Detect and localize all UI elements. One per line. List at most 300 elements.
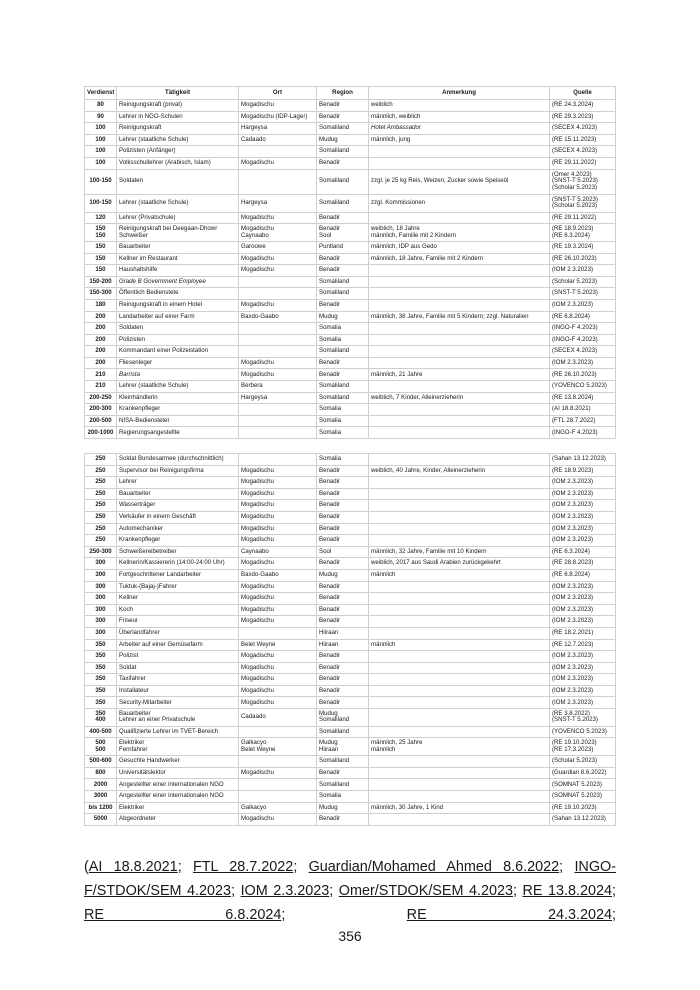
cell-region: Benadir xyxy=(317,651,369,663)
cell-taetigkeit: Reinigungskraft in einem Hotel xyxy=(117,299,239,311)
cell-quelle: (IOM 2.3.2023) xyxy=(550,488,616,500)
cell-ort xyxy=(239,627,317,639)
cell-verdienst: 300 xyxy=(85,627,117,639)
cell-taetigkeit: Elektriker xyxy=(117,802,239,814)
cell-verdienst: 300 xyxy=(85,593,117,605)
cell-region: Somaliland xyxy=(317,169,369,194)
cell-ort: Mogadischu Caynaabo xyxy=(239,224,317,242)
cell-taetigkeit: Krankenpfleger xyxy=(117,404,239,416)
cell-anmerkung xyxy=(369,415,550,427)
cell-taetigkeit: Soldaten xyxy=(117,169,239,194)
cell-ort: Belet Weyne xyxy=(239,639,317,651)
cell-anmerkung xyxy=(369,726,550,738)
cell-taetigkeit: Lehrer (staatliche Schule) xyxy=(117,134,239,146)
cell-verdienst: 150 150 xyxy=(85,224,117,242)
cell-quelle: (INGO-F 4.2023) xyxy=(550,427,616,439)
cell-ort: Mogadischu xyxy=(239,465,317,477)
table-row xyxy=(85,523,616,535)
cell-ort: Mogadischu xyxy=(239,369,317,381)
table-row xyxy=(85,814,616,826)
cell-quelle: (YOVENCO 5.2023) xyxy=(550,726,616,738)
table-row xyxy=(85,627,616,639)
cell-verdienst: 250 xyxy=(85,488,117,500)
cell-taetigkeit: Security-Mitarbeiter xyxy=(117,697,239,709)
cell-ort xyxy=(239,415,317,427)
earnings-table-2 xyxy=(84,453,616,826)
footer-separator: ; xyxy=(559,859,575,875)
cell-taetigkeit: Haushaltshilfe xyxy=(117,265,239,277)
table-row xyxy=(85,511,616,523)
cell-quelle: (IOM 2.3.2023) xyxy=(550,662,616,674)
cell-ort: Mogadischu xyxy=(239,299,317,311)
cell-anmerkung xyxy=(369,146,550,158)
cell-quelle: (AI 18.8.2021) xyxy=(550,404,616,416)
table-row xyxy=(85,427,616,439)
cell-ort xyxy=(239,756,317,768)
cell-anmerkung xyxy=(369,500,550,512)
table-row xyxy=(85,212,616,224)
cell-taetigkeit: Polizisten xyxy=(117,334,239,346)
cell-quelle: (IOM 2.3.2023) xyxy=(550,581,616,593)
table-row xyxy=(85,146,616,158)
cell-quelle: (SECEX 4.2023) xyxy=(550,146,616,158)
cell-anmerkung: männlich, IDP aus Gedo xyxy=(369,241,550,253)
cell-verdienst: 800 xyxy=(85,767,117,779)
table-row xyxy=(85,465,616,477)
cell-region: Somalia xyxy=(317,404,369,416)
cell-ort xyxy=(239,726,317,738)
cell-verdienst: 250 xyxy=(85,535,117,547)
cell-ort xyxy=(239,427,317,439)
cell-taetigkeit: Koch xyxy=(117,604,239,616)
cell-taetigkeit: Angestellter einer internationalen NGO xyxy=(117,791,239,803)
cell-ort: Galkacyo xyxy=(239,802,317,814)
earnings-table-1 xyxy=(84,86,616,439)
cell-quelle: (IOM 2.3.2023) xyxy=(550,593,616,605)
cell-region: Benadir xyxy=(317,662,369,674)
footer-open-paren: ( xyxy=(84,859,89,875)
cell-ort: Mogadischu xyxy=(239,357,317,369)
cell-anmerkung: männlich, 18 Jahre, Familie mit 2 Kindern xyxy=(369,253,550,265)
cell-verdienst: 100 xyxy=(85,146,117,158)
cell-region: Benadir xyxy=(317,465,369,477)
cell-taetigkeit: Wasserträger xyxy=(117,500,239,512)
cell-ort: Mogadischu xyxy=(239,593,317,605)
cell-quelle: (RE 24.3.2024) xyxy=(550,100,616,112)
cell-quelle: (RE 29.11.2022) xyxy=(550,157,616,169)
table-row xyxy=(85,558,616,570)
cell-quelle: (RE 19.10.2023) (RE 17.3.2023) xyxy=(550,738,616,756)
cell-verdienst: 100 xyxy=(85,157,117,169)
cell-quelle: (RE 26.10.2023) xyxy=(550,253,616,265)
col-header-anmerkung: Anmerkung xyxy=(369,87,550,100)
cell-anmerkung xyxy=(369,357,550,369)
cell-taetigkeit: Fliesenleger xyxy=(117,357,239,369)
table-row xyxy=(85,756,616,768)
cell-region: Benadir xyxy=(317,111,369,123)
table-row xyxy=(85,604,616,616)
cell-anmerkung xyxy=(369,299,550,311)
cell-ort xyxy=(239,146,317,158)
table-row xyxy=(85,415,616,427)
cell-taetigkeit: Tuktuk-(Bajaj-)Fahrer xyxy=(117,581,239,593)
cell-quelle: (Sahan 13.12.2023) xyxy=(550,814,616,826)
cell-taetigkeit: Angestellter einer internationalen NGO xyxy=(117,779,239,791)
cell-region: Benadir xyxy=(317,299,369,311)
cell-anmerkung: zzgl. je 25 kg Reis, Weizen, Zucker sowie Speiseöl xyxy=(369,169,550,194)
table-row xyxy=(85,779,616,791)
cell-region: Benadir xyxy=(317,157,369,169)
cell-verdienst: 200 xyxy=(85,357,117,369)
cell-anmerkung: weiblich, 2017 aus Saudi Arabien zurückgekehrt xyxy=(369,558,550,570)
cell-verdienst: 250 xyxy=(85,523,117,535)
cell-taetigkeit: Elektriker Fernfahrer xyxy=(117,738,239,756)
cell-verdienst: 180 xyxy=(85,299,117,311)
cell-anmerkung: weiblich, 18 Jahre männlich, Familie mit 2 Kindern xyxy=(369,224,550,242)
cell-quelle: (IOM 2.3.2023) xyxy=(550,500,616,512)
cell-taetigkeit: Soldaten xyxy=(117,323,239,335)
cell-ort: Mogadischu xyxy=(239,511,317,523)
col-header-ort: Ort xyxy=(239,87,317,100)
footer-separator: ; xyxy=(281,907,407,923)
cell-verdienst: 250 xyxy=(85,511,117,523)
footer-reference-link[interactable]: Omer/STDOK/SEM 4.2023 xyxy=(338,883,514,899)
cell-taetigkeit: Schweißereibetreiber xyxy=(117,546,239,558)
cell-anmerkung xyxy=(369,662,550,674)
cell-anmerkung xyxy=(369,288,550,300)
cell-anmerkung xyxy=(369,593,550,605)
table-row xyxy=(85,802,616,814)
cell-region: Somaliland xyxy=(317,194,369,212)
cell-verdienst: bis 1200 xyxy=(85,802,117,814)
footer-reference-link[interactable]: FTL 28.7.2022 xyxy=(192,859,294,875)
cell-anmerkung: männlich, 21 Jahre xyxy=(369,369,550,381)
cell-taetigkeit: Soldat xyxy=(117,662,239,674)
cell-verdienst: 350 xyxy=(85,685,117,697)
cell-verdienst: 250 xyxy=(85,500,117,512)
cell-taetigkeit: Lehrer in NGO-Schulen xyxy=(117,111,239,123)
cell-ort xyxy=(239,323,317,335)
table-row xyxy=(85,546,616,558)
table-row xyxy=(85,311,616,323)
cell-quelle: (IOM 2.3.2023) xyxy=(550,535,616,547)
cell-verdienst: 300 xyxy=(85,604,117,616)
cell-ort: Mogadischu xyxy=(239,662,317,674)
table-row xyxy=(85,662,616,674)
footer-reference-link[interactable]: RE 6.8.2024 xyxy=(84,907,282,923)
table-row xyxy=(85,639,616,651)
cell-ort: Mogadischu xyxy=(239,100,317,112)
cell-quelle: (RE 12.7.2023) xyxy=(550,639,616,651)
cell-verdienst: 350 xyxy=(85,674,117,686)
cell-quelle: (RE 18.9.2023) xyxy=(550,465,616,477)
cell-verdienst: 150-300 xyxy=(85,288,117,300)
cell-region: Somalia xyxy=(317,323,369,335)
cell-anmerkung xyxy=(369,346,550,358)
cell-quelle: (IOM 2.3.2023) xyxy=(550,616,616,628)
cell-region: Benadir xyxy=(317,767,369,779)
cell-taetigkeit: Kellner xyxy=(117,593,239,605)
cell-taetigkeit: Polizist xyxy=(117,651,239,663)
cell-taetigkeit: Kellnerin/Kassiererin (14:00-24:00 Uhr) xyxy=(117,558,239,570)
cell-quelle: (IOM 2.3.2023) xyxy=(550,265,616,277)
cell-verdienst: 300 xyxy=(85,616,117,628)
footer-reference-link[interactable]: INGO-F/STDOK/SEM 4.2023 xyxy=(84,859,617,899)
cell-taetigkeit: Reinigungskraft (privat) xyxy=(117,100,239,112)
table-row xyxy=(85,265,616,277)
cell-anmerkung xyxy=(369,535,550,547)
cell-region: Benadir xyxy=(317,814,369,826)
cell-region: Somaliland xyxy=(317,779,369,791)
cell-anmerkung: männlich xyxy=(369,569,550,581)
footer-separator: ; xyxy=(612,883,617,899)
cell-anmerkung: männlich, 38 Jahre, Familie mit 5 Kindern; zzgl. Naturalien xyxy=(369,311,550,323)
cell-ort: Mogadischu xyxy=(239,500,317,512)
cell-region: Puntland xyxy=(317,241,369,253)
cell-anmerkung xyxy=(369,276,550,288)
cell-verdienst: 150-200 xyxy=(85,276,117,288)
cell-quelle: (IOM 2.3.2023) xyxy=(550,511,616,523)
cell-region: Benadir xyxy=(317,369,369,381)
cell-ort: Mogadischu xyxy=(239,697,317,709)
cell-region: Somalia xyxy=(317,791,369,803)
footer-reference-link[interactable]: IOM 2.3.2023 xyxy=(240,883,330,899)
cell-verdienst: 250 xyxy=(85,454,117,466)
cell-taetigkeit: Bauarbeiter Lehrer an einer Privatschule xyxy=(117,709,239,727)
cell-anmerkung xyxy=(369,685,550,697)
cell-region: Benadir xyxy=(317,616,369,628)
cell-quelle: (IOM 2.3.2023) xyxy=(550,357,616,369)
cell-quelle: (RE 18.2.2021) xyxy=(550,627,616,639)
cell-ort: Mogadischu xyxy=(239,581,317,593)
cell-quelle: (IOM 2.3.2023) xyxy=(550,685,616,697)
cell-region: Benadir xyxy=(317,604,369,616)
cell-region: Benadir xyxy=(317,488,369,500)
table-row xyxy=(85,726,616,738)
cell-verdienst: 300 xyxy=(85,581,117,593)
cell-anmerkung xyxy=(369,627,550,639)
cell-region: Somalia xyxy=(317,454,369,466)
cell-anmerkung xyxy=(369,404,550,416)
col-header-taetigkeit: Tätigkeit xyxy=(117,87,239,100)
cell-ort: Mogadischu (IDP-Lager) xyxy=(239,111,317,123)
cell-quelle: (RE 19.3.2024) xyxy=(550,241,616,253)
cell-verdienst: 5000 xyxy=(85,814,117,826)
cell-taetigkeit: Grade B Government Employee xyxy=(117,276,239,288)
cell-anmerkung: männlich, jung xyxy=(369,134,550,146)
footer-separator: ; xyxy=(231,883,241,899)
cell-verdienst: 210 xyxy=(85,369,117,381)
table-row xyxy=(85,535,616,547)
cell-region: Hiiraan xyxy=(317,627,369,639)
table-row xyxy=(85,674,616,686)
cell-quelle: (RE 19.10.2023) xyxy=(550,802,616,814)
cell-taetigkeit: Arbeiter auf einer Gemüsefarm xyxy=(117,639,239,651)
table-row xyxy=(85,369,616,381)
cell-taetigkeit: Regierungsangestellte xyxy=(117,427,239,439)
table-row xyxy=(85,194,616,212)
cell-quelle: (RE 18.9.2023) (RE 6.3.2024) xyxy=(550,224,616,242)
cell-ort xyxy=(239,169,317,194)
cell-anmerkung xyxy=(369,604,550,616)
cell-anmerkung xyxy=(369,477,550,489)
cell-verdienst: 500 500 xyxy=(85,738,117,756)
cell-region: Benadir xyxy=(317,477,369,489)
cell-anmerkung xyxy=(369,157,550,169)
cell-taetigkeit: Öffentlich Bedienstete xyxy=(117,288,239,300)
table-row xyxy=(85,381,616,393)
cell-taetigkeit: Supervisor bei Reinigungsfirma xyxy=(117,465,239,477)
table-row xyxy=(85,709,616,727)
cell-taetigkeit: NISA-Bediensteter xyxy=(117,415,239,427)
table-row xyxy=(85,134,616,146)
table-row xyxy=(85,685,616,697)
cell-quelle: (IOM 2.3.2023) xyxy=(550,697,616,709)
cell-region: Benadir xyxy=(317,685,369,697)
cell-region: Benadir xyxy=(317,697,369,709)
cell-region: Somaliland xyxy=(317,381,369,393)
cell-region: Mudug Somaliland xyxy=(317,709,369,727)
cell-anmerkung: männlich xyxy=(369,639,550,651)
cell-verdienst: 200-250 xyxy=(85,392,117,404)
cell-region: Hiiraan xyxy=(317,639,369,651)
cell-verdienst: 250 xyxy=(85,477,117,489)
cell-ort xyxy=(239,454,317,466)
cell-anmerkung: weiblich, 7 Kinder, Alleinerzieherin xyxy=(369,392,550,404)
cell-region: Benadir xyxy=(317,535,369,547)
cell-quelle: (YOVENCO 5.2023) xyxy=(550,381,616,393)
footer-reference-link[interactable]: RE 24.3.2024 xyxy=(406,907,613,923)
cell-quelle: (SNST-T 5.2023) xyxy=(550,288,616,300)
cell-quelle: (RE 13.8.2024) xyxy=(550,392,616,404)
cell-verdienst: 200-300 xyxy=(85,404,117,416)
cell-ort: Mogadischu xyxy=(239,674,317,686)
cell-region: Somaliland xyxy=(317,346,369,358)
cell-ort: Mogadischu xyxy=(239,604,317,616)
cell-verdienst: 250-300 xyxy=(85,546,117,558)
cell-ort: Mogadischu xyxy=(239,477,317,489)
cell-verdienst: 350 xyxy=(85,651,117,663)
cell-verdienst: 150 xyxy=(85,241,117,253)
cell-region: Mudug Hiiraan xyxy=(317,738,369,756)
cell-taetigkeit: Qualifizierte Lehrer im TVET-Bereich xyxy=(117,726,239,738)
cell-taetigkeit: Lehrer (staatliche Schule) xyxy=(117,194,239,212)
cell-ort xyxy=(239,404,317,416)
cell-anmerkung xyxy=(369,616,550,628)
cell-quelle: (RE 6.3.2024) xyxy=(550,546,616,558)
cell-quelle: (INGO-F 4.2023) xyxy=(550,334,616,346)
table-row xyxy=(85,697,616,709)
cell-region: Somaliland xyxy=(317,288,369,300)
cell-verdienst: 200 xyxy=(85,323,117,335)
cell-ort: Mogadischu xyxy=(239,651,317,663)
footer-reference-link[interactable]: AI 18.8.2021 xyxy=(88,859,178,875)
cell-quelle: (IOM 2.3.2023) xyxy=(550,604,616,616)
cell-region: Benadir xyxy=(317,253,369,265)
cell-ort xyxy=(239,791,317,803)
cell-region: Somalia xyxy=(317,415,369,427)
cell-ort: Mogadischu xyxy=(239,253,317,265)
cell-anmerkung xyxy=(369,212,550,224)
cell-verdienst: 400-500 xyxy=(85,726,117,738)
table-row xyxy=(85,651,616,663)
cell-taetigkeit: Krankenpfleger xyxy=(117,535,239,547)
footer-separator: ; xyxy=(177,859,193,875)
cell-quelle: (Omer 4.2023) (SNST-T 5.2023) (Scholar 5.2023) xyxy=(550,169,616,194)
table-row xyxy=(85,346,616,358)
cell-ort: Mogadischu xyxy=(239,616,317,628)
footer-reference-link[interactable]: Guardian/Mohamed Ahmed 8.6.2022 xyxy=(308,859,560,875)
col-header-verdienst: Verdienst xyxy=(85,87,117,100)
cell-quelle: (IOM 2.3.2023) xyxy=(550,477,616,489)
cell-verdienst: 350 400 xyxy=(85,709,117,727)
table-row xyxy=(85,404,616,416)
cell-ort: Mogadischu xyxy=(239,767,317,779)
cell-quelle: (RE 29.3.2023) xyxy=(550,111,616,123)
cell-anmerkung xyxy=(369,381,550,393)
footer-reference-link[interactable]: RE 13.8.2024 xyxy=(522,883,613,899)
cell-quelle: (RE 26.10.2023) xyxy=(550,369,616,381)
table-row xyxy=(85,477,616,489)
cell-region: Somaliland xyxy=(317,392,369,404)
table-row xyxy=(85,581,616,593)
page-number: 356 xyxy=(338,928,362,944)
cell-verdienst: 200 xyxy=(85,311,117,323)
table-row xyxy=(85,100,616,112)
cell-quelle: (SOMNAT 5.2023) xyxy=(550,779,616,791)
cell-quelle: (RE 28.8.2023) xyxy=(550,558,616,570)
cell-region: Benadir xyxy=(317,593,369,605)
cell-quelle: (IOM 2.3.2023) xyxy=(550,299,616,311)
cell-region: Somaliland xyxy=(317,726,369,738)
cell-verdienst: 500-600 xyxy=(85,756,117,768)
table-row xyxy=(85,616,616,628)
cell-region: Benadir xyxy=(317,100,369,112)
cell-quelle: (RE 6.8.2024) xyxy=(550,311,616,323)
cell-quelle: (RE 29.11.2022) xyxy=(550,212,616,224)
cell-ort: Mogadischu xyxy=(239,558,317,570)
cell-region: Mudug xyxy=(317,569,369,581)
cell-region: Somaliland xyxy=(317,146,369,158)
cell-verdienst: 100-150 xyxy=(85,194,117,212)
cell-verdienst: 100 xyxy=(85,123,117,135)
cell-taetigkeit: Automechaniker xyxy=(117,523,239,535)
cell-anmerkung xyxy=(369,756,550,768)
cell-anmerkung: weiblich, 40 Jahre, Kinder, Alleinerzieherin xyxy=(369,465,550,477)
table-row xyxy=(85,500,616,512)
table-row xyxy=(85,357,616,369)
cell-ort: Cadaado xyxy=(239,709,317,727)
cell-region: Mudug xyxy=(317,802,369,814)
cell-ort: Mogadischu xyxy=(239,212,317,224)
cell-quelle: (FTL 28.7.2022) xyxy=(550,415,616,427)
cell-region: Somaliland xyxy=(317,123,369,135)
cell-anmerkung: männlich, 30 Jahre, 1 Kind xyxy=(369,802,550,814)
cell-quelle: (IOM 2.3.2023) xyxy=(550,651,616,663)
cell-ort xyxy=(239,288,317,300)
table-row xyxy=(85,299,616,311)
table-row xyxy=(85,488,616,500)
table-row xyxy=(85,767,616,779)
table-row xyxy=(85,791,616,803)
cell-anmerkung: zzgl. Kommissionen xyxy=(369,194,550,212)
cell-ort: Mogadischu xyxy=(239,523,317,535)
table-row xyxy=(85,111,616,123)
cell-anmerkung xyxy=(369,674,550,686)
cell-quelle: (IOM 2.3.2023) xyxy=(550,523,616,535)
cell-taetigkeit: Barrista xyxy=(117,369,239,381)
cell-anmerkung xyxy=(369,265,550,277)
